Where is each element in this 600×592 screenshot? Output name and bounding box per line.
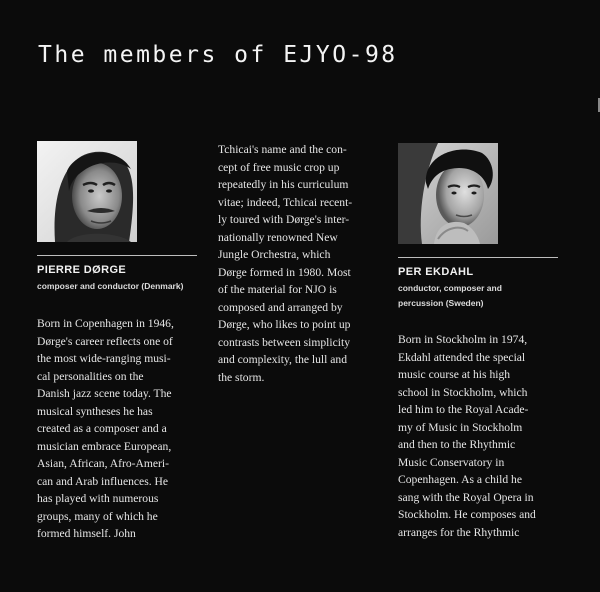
page-title: The members of EJYO-98 [38, 42, 398, 68]
member-bio: Born in Stockholm in 1974, Ekdahl attended the special music course at his high school in Stockholm, which led him to the Royal Acade- my of Music in Stockholm and then to the Rhythmic Music Conservatory in Copenhagen. As a child he sang with the Royal Opera in Stockholm. He composes and arranges for the Rhythmic [398, 333, 536, 539]
portrait-photo-dorge [37, 141, 137, 242]
continuation-text: Tchicai's name and the con- cept of free music crop up repeatedly in his curriculum vitae; indeed, Tchicai recent- ly toured with Dørge's inter- nationally renowned New Jungle Orchestra, which Dørge formed in 1980. Most of the material for NJO is composed and arranged by Dørge, who likes to point up contrasts between simplicity and complexity, the lull and the storm. [218, 143, 353, 384]
member-bio: Born in Copenhagen in 1946, Dørge's career reflects one of the most wide-ranging musi- cal personalities on the Danish jazz scene today. The musical syntheses he has created as a composer and a musician embrace European, Asian, African, Afro-Ameri- can and Arab influences. He has played with numerous groups, many of which he formed himself. John [37, 317, 174, 540]
member-role: conductor, composer and percussion (Sweden) [398, 283, 502, 308]
continuation-column [218, 141, 398, 386]
member-role: composer and conductor (Denmark) [37, 281, 184, 291]
member-name: PER EKDAHL [398, 266, 474, 278]
portrait-photo-ekdahl [398, 143, 498, 244]
divider-rule [398, 257, 558, 258]
member-column-dorge [37, 141, 217, 543]
member-column-ekdahl [398, 143, 578, 541]
member-name: PIERRE DØRGE [37, 264, 127, 276]
divider-rule [37, 255, 197, 256]
